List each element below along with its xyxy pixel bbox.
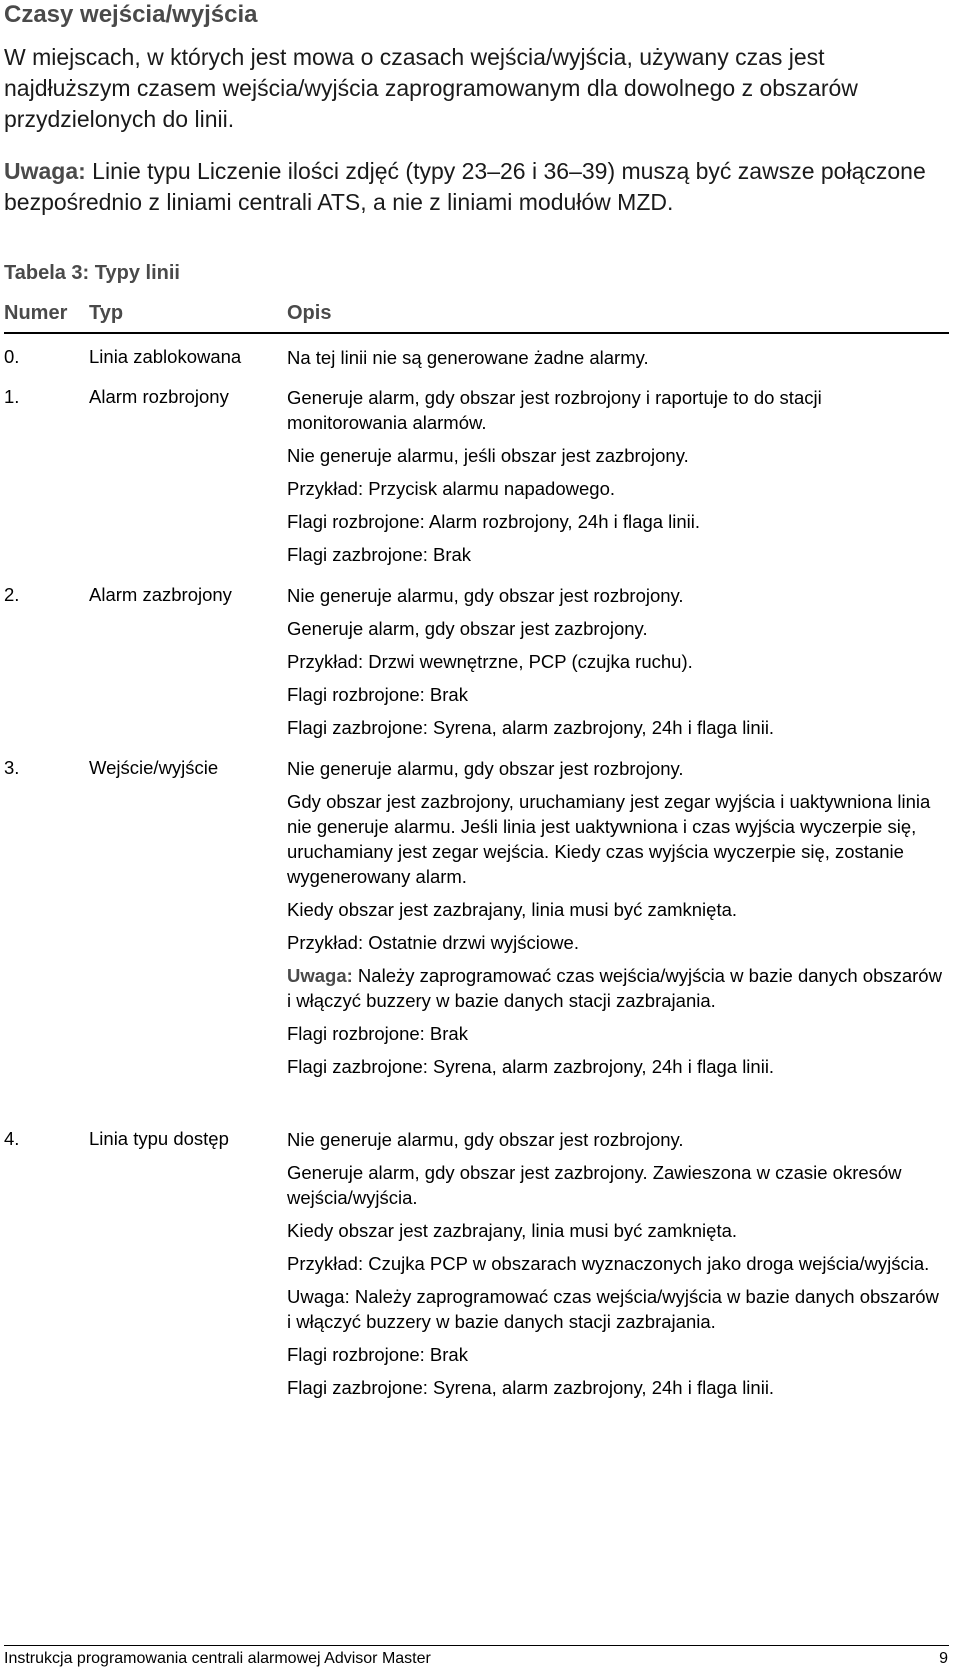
description-line: Generuje alarm, gdy obszar jest rozbrojony i raportuje to do stacji monitorowania alarmów. <box>287 387 822 433</box>
description-line: Flagi zazbrojone: Syrena, alarm zazbrojony, 24h i flaga linii. <box>287 1056 775 1077</box>
row-description <box>287 583 947 748</box>
column-header-description: Opis <box>287 302 332 324</box>
description-line: Przykład: Przycisk alarmu napadowego. <box>287 478 616 499</box>
footer-rule <box>4 1645 949 1646</box>
note-paragraph <box>4 156 949 218</box>
description-line: Kiedy obszar jest zazbrajany, linia musi być zamknięta. <box>287 1220 738 1241</box>
table-caption: Tabela 3: Typy linii <box>4 262 180 284</box>
row-type: Linia typu dostęp <box>89 1128 229 1149</box>
description-line: Nie generuje alarmu, jeśli obszar jest zazbrojony. <box>287 445 689 466</box>
column-header-number: Numer <box>4 302 68 324</box>
description-line: Flagi zazbrojone: Syrena, alarm zazbrojony, 24h i flaga linii. <box>287 717 775 738</box>
description-line: Przykład: Ostatnie drzwi wyjściowe. <box>287 932 579 953</box>
row-type: Linia zablokowana <box>89 346 242 367</box>
description-line: Przykład: Drzwi wewnętrzne, PCP (czujka ruchu). <box>287 651 693 672</box>
row-number: 0. <box>4 346 20 367</box>
row-number: 3. <box>4 757 20 778</box>
description-line: Flagi rozbrojone: Brak <box>287 1023 468 1044</box>
row-number: 4. <box>4 1128 20 1149</box>
row-description <box>287 345 947 378</box>
description-line: Generuje alarm, gdy obszar jest zazbrojony. Zawieszona w czasie okresów wejścia/wyjścia. <box>287 1162 902 1208</box>
description-line: Flagi zazbrojone: Brak <box>287 544 472 565</box>
row-type: Alarm rozbrojony <box>89 386 229 407</box>
row-description <box>287 1127 947 1408</box>
description-line: Uwaga: Należy zaprogramować czas wejścia/wyjścia w bazie danych obszarów i włączyć buzzery w bazie danych stacji zazbrajania. <box>287 1286 939 1332</box>
note-text: Należy zaprogramować czas wejścia/wyjścia w bazie danych obszarów i włączyć buzzery w bazie danych stacji zazbrajania. <box>287 965 942 1011</box>
row-type: Wejście/wyjście <box>89 757 219 778</box>
intro-paragraph: W miejscach, w których jest mowa o czasach wejścia/wyjścia, używany czas jest najdłuższym czasem wejścia/wyjścia zaprogramowanym dla dowolnego z obszarów przydzielonych do linii. <box>4 44 858 132</box>
row-number: 1. <box>4 386 20 407</box>
table-header-rule <box>4 332 949 334</box>
note-text: Linie typu Liczenie ilości zdjęć (typy 23–26 i 36–39) muszą być zawsze połączone bezpośrednio z liniami centrali ATS, a nie z liniami modułów MZD. <box>4 158 926 215</box>
section-title: Czasy wejścia/wyjścia <box>4 1 258 28</box>
column-header-type: Typ <box>89 302 124 324</box>
description-line: Flagi rozbrojone: Brak <box>287 1344 468 1365</box>
footer-document-title: Instrukcja programowania centrali alarmowej Advisor Master <box>4 1650 431 1667</box>
row-number: 2. <box>4 584 20 605</box>
description-line: Flagi rozbrojone: Brak <box>287 684 468 705</box>
description-line: Na tej linii nie są generowane żadne alarmy. <box>287 347 649 368</box>
description-line: Nie generuje alarmu, gdy obszar jest rozbrojony. <box>287 758 684 779</box>
row-description <box>287 756 947 1087</box>
note-label: Uwaga: <box>287 965 353 986</box>
row-type: Alarm zazbrojony <box>89 584 232 605</box>
page-number: 9 <box>939 1650 948 1667</box>
description-line: Przykład: Czujka PCP w obszarach wyznaczonych jako droga wejścia/wyjścia. <box>287 1253 930 1274</box>
note-label: Uwaga: <box>4 158 86 184</box>
description-line: Kiedy obszar jest zazbrajany, linia musi być zamknięta. <box>287 899 738 920</box>
description-line: Nie generuje alarmu, gdy obszar jest rozbrojony. <box>287 585 684 606</box>
description-line <box>287 963 947 1013</box>
description-line: Flagi zazbrojone: Syrena, alarm zazbrojony, 24h i flaga linii. <box>287 1377 775 1398</box>
description-line: Generuje alarm, gdy obszar jest zazbrojony. <box>287 618 648 639</box>
description-line: Nie generuje alarmu, gdy obszar jest rozbrojony. <box>287 1129 684 1150</box>
row-description <box>287 385 947 575</box>
description-line: Flagi rozbrojone: Alarm rozbrojony, 24h i flaga linii. <box>287 511 701 532</box>
description-line: Gdy obszar jest zazbrojony, uruchamiany jest zegar wyjścia i uaktywniona linia nie generuje alarmu. Jeśli linia jest uaktywniona i czas wyjścia wyczerpie się, uruchamiany jest zegar wejścia. Kiedy czas wyjścia wyczerpie się, zostanie wygenerowany alarm. <box>287 791 931 887</box>
